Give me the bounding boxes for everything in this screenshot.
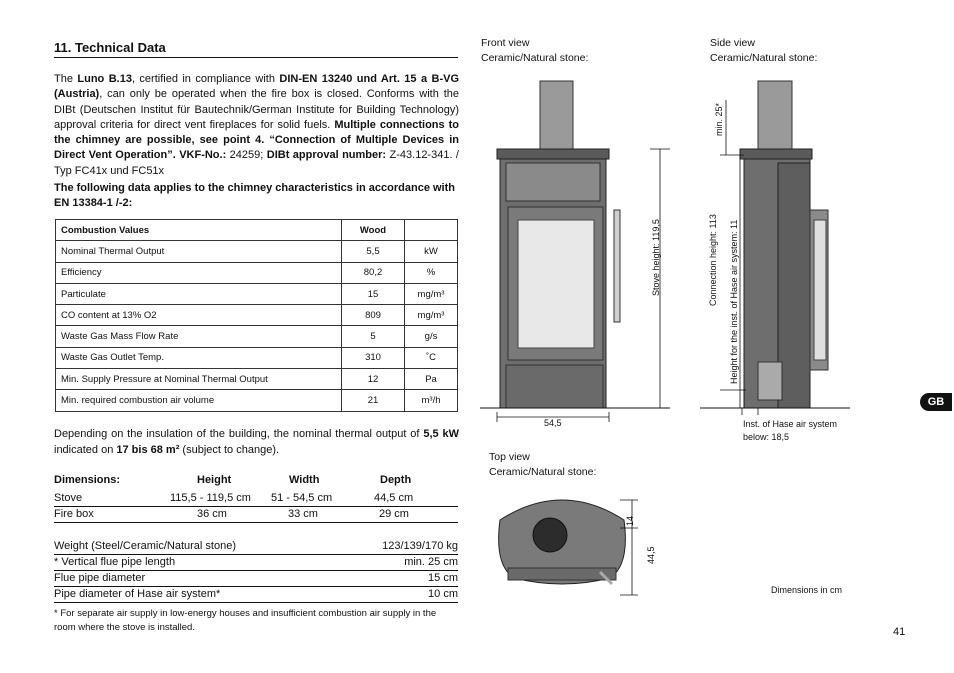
row-label: Min. Supply Pressure at Nominal Thermal Output: [56, 369, 342, 390]
table-header-row: [56, 220, 458, 241]
language-badge: GB: [920, 393, 952, 411]
table-row: [56, 347, 458, 368]
table-header-unit: [405, 220, 458, 241]
row-value: 310: [342, 347, 405, 368]
top-view-drawing: [490, 490, 650, 605]
chimney-lead-text: The following data applies to the chimney characteristics in accordance with EN 13384-1 /-2:: [54, 182, 455, 209]
front-width-label: 54,5: [544, 418, 562, 428]
intro-paragraph: The Luno B.13, certified in compliance with DIN-EN 13240 und Art. 15 a B-VG (Austria), can only be operated when the fire box is closed. Conforms with the DIBt (Deutschen Institut für Bautechnik/German Institute for Building Technology) approval criteria for direct vent fireplaces for solid fuels. Multiple connections to the chimney are possible, see point 4. “Connection of Multiple Devices in Direct Vent Operation”. VKF-No.: 24259; DIBt approval number: Z-43.12-341. / Typ FC41x und FC51x: [54, 73, 460, 177]
row-label: Nominal Thermal Output: [56, 241, 342, 262]
dim-header-height: Height: [197, 474, 232, 486]
side-min-label: min. 25*: [714, 102, 724, 136]
table-row: [56, 241, 458, 262]
table-row: [56, 283, 458, 304]
output-note: Depending on the insulation of the building, the nominal thermal output of 5,5 kW indicated on 17 bis 68 m² (subject to change).: [54, 428, 459, 456]
footnote: * For separate air supply in low-energy houses and insufficient combustion air supply in the room where the stove is installed.: [54, 608, 437, 633]
dim-row-flue-length: * Vertical flue pipe length min. 25 cm: [54, 555, 458, 571]
top-view-title: Top view: [489, 451, 530, 463]
side-inst-label-2: below: 18,5: [743, 432, 790, 442]
page-number: 41: [893, 626, 906, 638]
table-row: [56, 305, 458, 326]
top-view-subtitle: Ceramic/Natural stone:: [489, 466, 597, 478]
row-value: 5,5: [342, 241, 405, 262]
row-unit: Pa: [405, 369, 458, 390]
combustion-values-table: [55, 219, 458, 412]
table-row: [56, 390, 458, 411]
dim-header-width: Width: [289, 474, 320, 486]
row-value: 12: [342, 369, 405, 390]
side-view-subtitle: Ceramic/Natural stone:: [710, 52, 818, 64]
row-label: Waste Gas Outlet Temp.: [56, 347, 342, 368]
row-unit: kW: [405, 241, 458, 262]
table-row: [56, 262, 458, 283]
dim-row-weight: Weight (Steel/Ceramic/Natural stone) 123/139/170 kg: [54, 539, 458, 555]
table-row: [56, 326, 458, 347]
section-title: 11. Technical Data: [54, 40, 458, 58]
table-header-label: Combustion Values: [56, 220, 342, 241]
row-unit: mg/m³: [405, 305, 458, 326]
row-label: Particulate: [56, 283, 342, 304]
row-label: Efficiency: [56, 262, 342, 283]
top-depth-label: 44,5: [646, 546, 656, 564]
row-unit: m³/h: [405, 390, 458, 411]
dim-row-stove: Stove 115,5 - 119,5 cm 51 - 54,5 cm 44,5 cm: [54, 491, 458, 507]
row-unit: ˚C: [405, 347, 458, 368]
dim-row-flue-diameter: Flue pipe diameter 15 cm: [54, 571, 458, 587]
row-value: 15: [342, 283, 405, 304]
table-header-wood: Wood: [342, 220, 405, 241]
row-label: Min. required combustion air volume: [56, 390, 342, 411]
side-conn-label: Connection height: 113: [708, 214, 718, 306]
side-inst-label-1: Inst. of Hase air system: [743, 419, 838, 429]
row-label: Waste Gas Mass Flow Rate: [56, 326, 342, 347]
row-value: 809: [342, 305, 405, 326]
front-view-drawing: [470, 70, 670, 440]
row-value: 5: [342, 326, 405, 347]
row-value: 21: [342, 390, 405, 411]
row-unit: g/s: [405, 326, 458, 347]
top-pipe-label: 14: [625, 515, 635, 526]
dim-row-firebox: Fire box 36 cm 33 cm 29 cm: [54, 507, 458, 523]
table-row: [56, 369, 458, 390]
dim-header-depth: Depth: [380, 474, 412, 486]
row-label: CO content at 13% O2: [56, 305, 342, 326]
front-view-title: Front view: [481, 37, 530, 49]
row-value: 80,2: [342, 262, 405, 283]
dim-header-label: Dimensions:: [54, 474, 121, 486]
front-view-subtitle: Ceramic/Natural stone:: [481, 52, 589, 64]
side-view-title: Side view: [710, 37, 755, 49]
side-hase-label: Height for the inst. of Hase air system: 11: [729, 219, 739, 384]
row-unit: mg/m³: [405, 283, 458, 304]
row-unit: %: [405, 262, 458, 283]
front-height-label: Stove height: 119,5: [651, 219, 661, 296]
dimensions-note: Dimensions in cm: [771, 585, 843, 595]
dim-row-hase-diameter: Pipe diameter of Hase air system* 10 cm: [54, 587, 458, 603]
